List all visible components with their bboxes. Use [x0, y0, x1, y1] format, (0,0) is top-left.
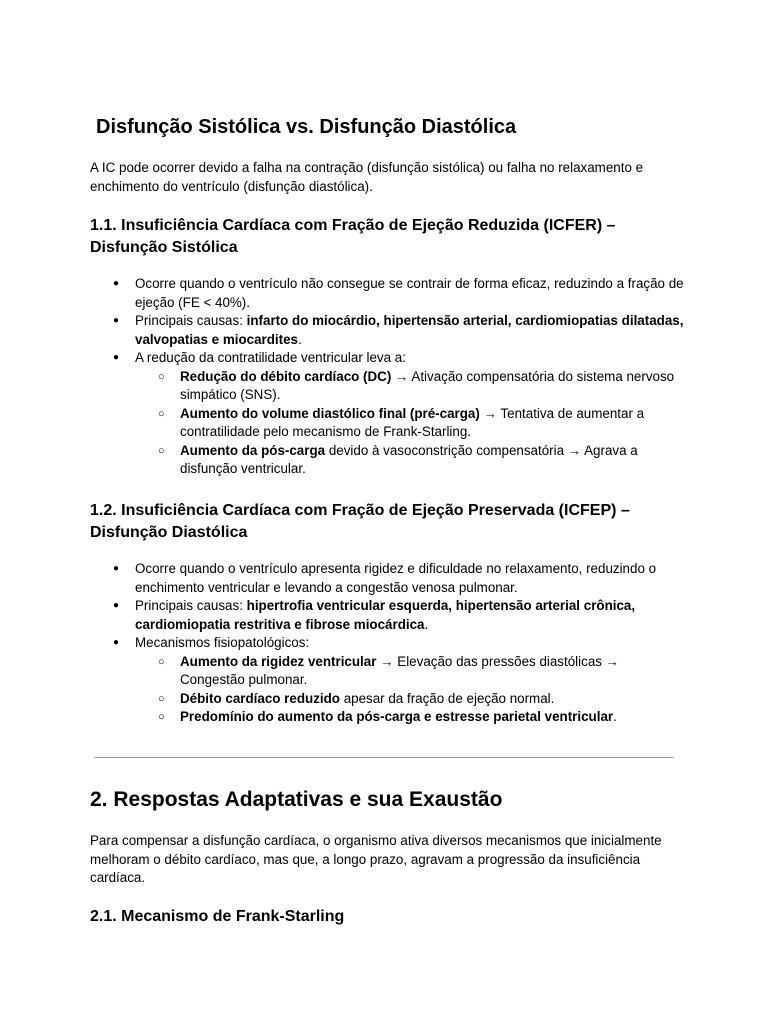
bullet-text: .	[424, 616, 429, 632]
sub-bold-text: Redução do débito cardíaco (DC)	[180, 368, 392, 384]
list-item	[90, 597, 685, 634]
sub-bold-text: Aumento da pós-carga	[180, 442, 326, 458]
sub-text: → Elevação das pressões diastólicas → Congestão pulmonar.	[180, 653, 620, 687]
sub-text: devido à vasoconstrição compensatória → Agrava a disfunção ventricular.	[180, 442, 638, 476]
section-1-2-title: 1.2. Insuficiência Cardíaca com Fração de Ejeção Preservada (ICFEP) – Disfunção Diastólica	[90, 502, 630, 541]
bullet-text: Ocorre quando o ventrículo apresenta rigidez e dificuldade no relaxamento, reduzindo o enchimento ventricular e levando a congestão venosa pulmonar.	[135, 561, 657, 595]
bullet-bold-text: infarto do miocárdio, hipertensão arterial, cardiomiopatias dilatadas, valvopatias e miocardites	[135, 313, 684, 347]
bullet-text: Ocorre quando o ventrículo não consegue se contrair de forma eficaz, reduzindo a fração de ejeção (FE < 40%).	[135, 276, 684, 310]
sub-list	[135, 368, 685, 479]
sub-list-item	[135, 405, 685, 442]
section-1-2-list	[90, 560, 685, 727]
list-item	[90, 349, 685, 479]
section-2-intro-paragraph: Para compensar a disfunção cardíaca, o organismo ativa diversos mecanismos que inicialmente melhoram o débito cardíaco, mas que, a longo prazo, agravam a progressão da insuficiência cardíaca.	[90, 833, 662, 885]
sub-text: → Tentativa de aumentar a contratilidade pelo mecanismo de Frank-Starling.	[180, 405, 645, 439]
intro-paragraph: A IC pode ocorrer devido a falha na contração (disfunção sistólica) ou falha no relaxamento e enchimento do ventrículo (disfunção diastólica).	[90, 160, 644, 194]
section-1-1-list	[90, 275, 685, 479]
bullet-text: Mecanismos fisiopatológicos:	[135, 635, 310, 650]
sub-list	[135, 653, 685, 727]
list-item	[90, 275, 685, 312]
bullet-text: A redução da contratilidade ventricular leva a:	[135, 350, 406, 365]
heading-respostas-adaptativas: 2. Respostas Adaptativas e sua Exaustão	[90, 788, 503, 811]
sub-list-item	[135, 442, 685, 479]
list-item	[90, 560, 685, 597]
bullet-bold-text: hipertrofia ventricular esquerda, hipertensão arterial crônica, cardiomiopatia restritiva e fibrose miocárdica	[135, 598, 636, 632]
bullet-text: Principais causas:	[135, 598, 247, 613]
sub-bold-text: Débito cardíaco reduzido	[180, 690, 340, 706]
sub-text: apesar da fração de ejeção normal.	[339, 690, 555, 706]
sub-bold-text: Aumento da rigidez ventricular	[180, 653, 377, 669]
bullet-text: .	[298, 331, 302, 347]
horizontal-divider	[94, 757, 674, 758]
bullet-text: Principais causas:	[135, 313, 247, 328]
list-item	[90, 634, 685, 727]
list-item	[90, 312, 685, 349]
sub-text: .	[613, 709, 617, 724]
sub-list-item	[135, 653, 685, 690]
sub-list-item	[135, 690, 685, 709]
section-2-1-title: 2.1. Mecanismo de Frank-Starling	[90, 908, 345, 925]
heading-disfuncao: Disfunção Sistólica vs. Disfunção Diastólica	[96, 116, 517, 138]
sub-bold-text: Predomínio do aumento da pós-carga e estresse parietal ventricular	[180, 709, 614, 724]
section-1-1-title: 1.1. Insuficiência Cardíaca com Fração de Ejeção Reduzida (ICFER) – Disfunção Sistólica	[90, 217, 616, 256]
sub-text: → Ativação compensatória do sistema nervoso simpático (SNS).	[180, 368, 675, 402]
sub-list-item	[135, 368, 685, 405]
sub-bold-text: Aumento do volume diastólico final (pré-carga)	[180, 405, 480, 421]
sub-list-item	[135, 708, 685, 727]
